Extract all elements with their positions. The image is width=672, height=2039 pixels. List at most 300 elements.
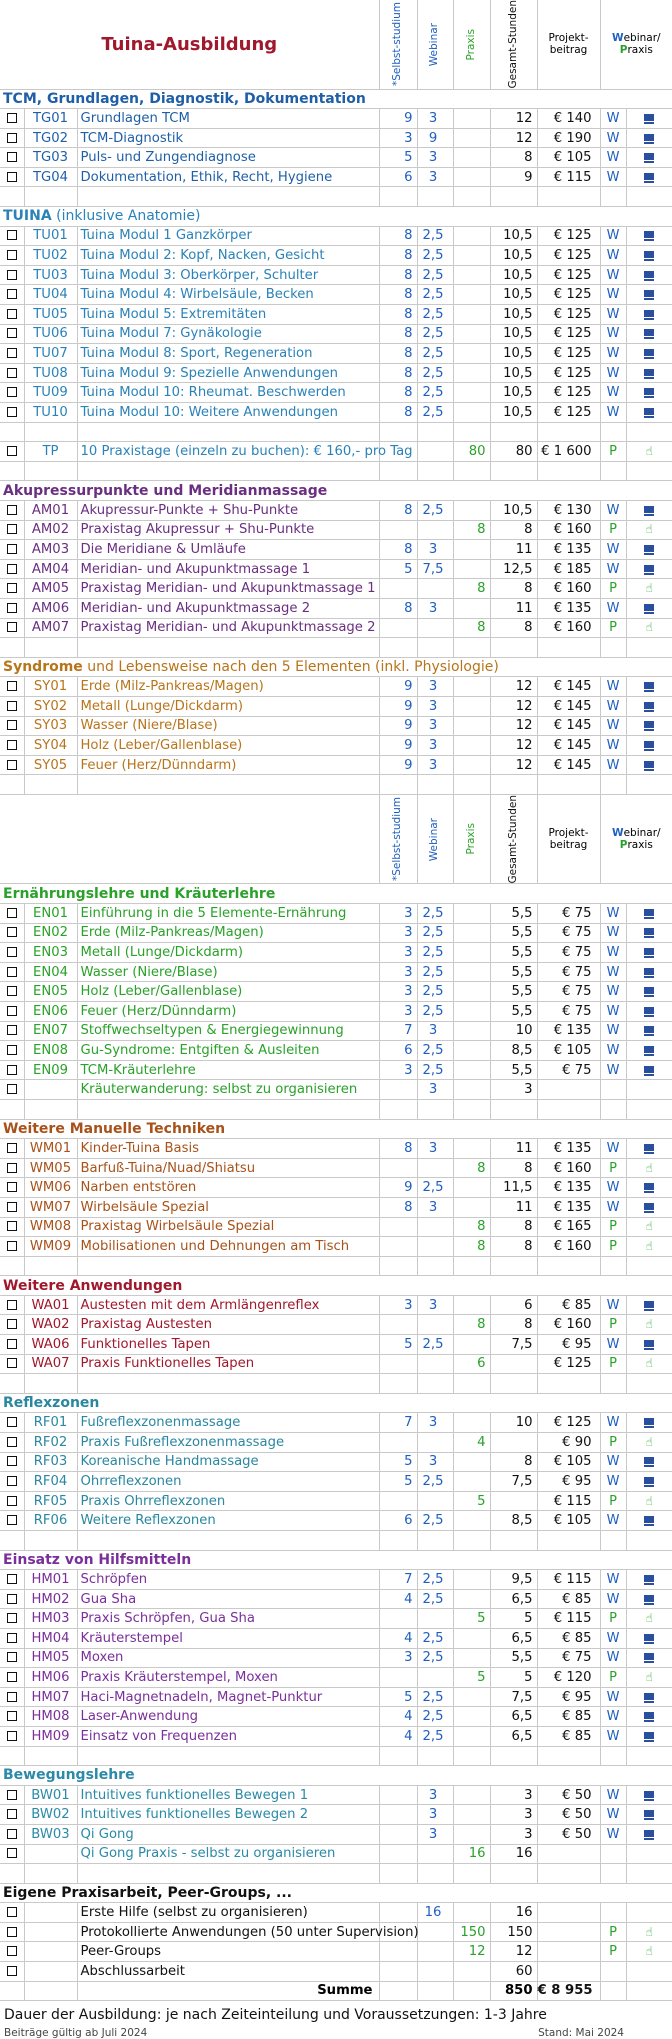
course-row (0, 1511, 672, 1531)
checkbox-icon[interactable] (7, 133, 17, 143)
price: € 75 (537, 962, 600, 982)
checkbox-icon[interactable] (7, 250, 17, 260)
course-checkbox[interactable] (0, 1628, 24, 1648)
course-row (0, 1962, 672, 1982)
checkbox-icon[interactable] (7, 1300, 17, 1310)
course-code: EN01 (24, 904, 77, 924)
course-checkbox[interactable] (0, 618, 24, 638)
format-code: W (600, 1041, 626, 1061)
course-title: Narben entstören (77, 1178, 379, 1198)
checkbox-icon[interactable] (7, 1456, 17, 1466)
checkbox-icon[interactable] (7, 1613, 17, 1623)
course-code: TU08 (24, 363, 77, 383)
hours-praxis (453, 1080, 490, 1100)
hours-webinar: 2,5 (417, 1511, 453, 1531)
format-icon-cell (626, 1041, 672, 1061)
course-checkbox[interactable] (0, 1922, 24, 1942)
course-checkbox[interactable] (0, 128, 24, 148)
section-title: Weitere Manuelle Techniken (3, 1120, 226, 1137)
monitor-icon (644, 928, 654, 936)
course-checkbox[interactable] (0, 598, 24, 618)
hours-praxis: 150 (453, 1922, 490, 1942)
hours-self-study: 4 (379, 1589, 417, 1609)
course-row (0, 1491, 672, 1511)
course-title: Austesten mit dem Armlängenreflex (77, 1295, 379, 1315)
checkbox-icon[interactable] (7, 1790, 17, 1800)
col-header-webinar: Webinar (417, 0, 453, 89)
course-row (0, 1315, 672, 1335)
course-checkbox[interactable] (0, 383, 24, 403)
checkbox-icon[interactable] (7, 927, 17, 937)
course-code: TU09 (24, 383, 77, 403)
price: € 125 (537, 265, 600, 285)
course-checkbox[interactable] (0, 500, 24, 520)
hours-webinar: 2,5 (417, 1628, 453, 1648)
monitor-icon (644, 948, 654, 956)
checkbox-icon[interactable] (7, 1358, 17, 1368)
checkbox-icon[interactable] (7, 270, 17, 280)
format-icon-cell (626, 1824, 672, 1844)
course-row (0, 1942, 672, 1962)
course-checkbox[interactable] (0, 1785, 24, 1805)
course-checkbox[interactable] (0, 1903, 24, 1923)
course-row (0, 1687, 672, 1707)
course-checkbox[interactable] (0, 442, 24, 462)
monitor-icon (644, 506, 654, 514)
price: € 95 (537, 1687, 600, 1707)
hours-praxis (453, 1570, 490, 1590)
course-checkbox[interactable] (0, 923, 24, 943)
hours-webinar: 3 (417, 1452, 453, 1472)
course-checkbox[interactable] (0, 1844, 24, 1864)
format-icon-cell (626, 1197, 672, 1217)
course-title: Tuina Modul 8: Sport, Regeneration (77, 344, 379, 364)
course-title: Wirbelsäule Spezial (77, 1197, 379, 1217)
hours-praxis: 80 (453, 442, 490, 462)
course-title: Tuina Modul 3: Oberkörper, Schulter (77, 265, 379, 285)
course-checkbox[interactable] (0, 1080, 24, 1100)
checkbox-icon[interactable] (7, 1241, 17, 1251)
format-icon-cell (626, 1589, 672, 1609)
course-code: HM09 (24, 1726, 77, 1746)
course-checkbox[interactable] (0, 324, 24, 344)
format-icon-cell (626, 982, 672, 1002)
checkbox-icon[interactable] (7, 1065, 17, 1075)
course-title: Intuitives funktionelles Bewegen 2 (77, 1805, 379, 1825)
course-title: Praxistag Akupressur + Shu-Punkte (77, 520, 379, 540)
format-code: P (600, 1217, 626, 1237)
checkbox-icon[interactable] (7, 1672, 17, 1682)
col-header-webinar-praxis: Webinar/ Praxis (600, 0, 672, 89)
checkbox-icon[interactable] (7, 720, 17, 730)
checkbox-icon[interactable] (7, 1809, 17, 1819)
monitor-icon (644, 604, 654, 612)
course-row (0, 579, 672, 599)
format-code: W (600, 1178, 626, 1198)
checkbox-icon[interactable] (7, 1966, 17, 1976)
course-checkbox[interactable] (0, 1433, 24, 1453)
course-checkbox[interactable] (0, 1687, 24, 1707)
checkbox-icon[interactable] (7, 1045, 17, 1055)
checkbox-icon[interactable] (7, 289, 17, 299)
hours-self-study: 3 (379, 904, 417, 924)
col-header-praxis: Praxis (453, 794, 490, 884)
course-row (0, 1197, 672, 1217)
course-checkbox[interactable] (0, 1295, 24, 1315)
format-icon-cell (626, 1060, 672, 1080)
course-checkbox[interactable] (0, 943, 24, 963)
hours-webinar (417, 1158, 453, 1178)
checkbox-icon[interactable] (7, 1417, 17, 1427)
course-checkbox[interactable] (0, 1589, 24, 1609)
course-row (0, 442, 672, 462)
course-checkbox[interactable] (0, 755, 24, 775)
monitor-icon (644, 702, 654, 710)
hours-total: 8 (490, 579, 537, 599)
course-title: Qi Gong (77, 1824, 379, 1844)
format-code: W (600, 363, 626, 383)
course-checkbox[interactable] (0, 1707, 24, 1727)
checkbox-icon[interactable] (7, 1633, 17, 1643)
course-checkbox[interactable] (0, 1021, 24, 1041)
hours-praxis (453, 1295, 490, 1315)
course-row (0, 923, 672, 943)
format-icon-cell (626, 1962, 672, 1982)
hours-praxis: 8 (453, 1237, 490, 1257)
checkbox-icon[interactable] (7, 387, 17, 397)
course-checkbox[interactable] (0, 1335, 24, 1355)
price: € 85 (537, 1707, 600, 1727)
hours-self-study (379, 1217, 417, 1237)
checkbox-icon[interactable] (7, 760, 17, 770)
format-icon-cell (626, 598, 672, 618)
hours-webinar: 2,5 (417, 923, 453, 943)
course-code: RF05 (24, 1491, 77, 1511)
course-checkbox[interactable] (0, 1570, 24, 1590)
course-checkbox[interactable] (0, 167, 24, 187)
price: € 85 (537, 1295, 600, 1315)
course-checkbox[interactable] (0, 1354, 24, 1374)
course-row (0, 1139, 672, 1159)
checkbox-icon[interactable] (7, 1143, 17, 1153)
course-title: Praxis Schröpfen, Gua Sha (77, 1609, 379, 1629)
checkbox-icon[interactable] (7, 1006, 17, 1016)
checkbox-icon[interactable] (7, 967, 17, 977)
hours-total: 5,5 (490, 943, 537, 963)
course-row (0, 344, 672, 364)
checkbox-icon[interactable] (7, 622, 17, 632)
course-checkbox[interactable] (0, 148, 24, 168)
course-title: Tuina Modul 9: Spezielle Anwendungen (77, 363, 379, 383)
checkbox-icon[interactable] (7, 1496, 17, 1506)
course-checkbox[interactable] (0, 1315, 24, 1335)
course-title: Protokollierte Anwendungen (50 unter Supervision) (77, 1922, 379, 1942)
course-code: TU03 (24, 265, 77, 285)
course-checkbox[interactable] (0, 1491, 24, 1511)
course-code: WA06 (24, 1335, 77, 1355)
hours-total: 10,5 (490, 403, 537, 423)
hours-webinar: 2,5 (417, 943, 453, 963)
hours-praxis (453, 226, 490, 246)
section-header (0, 207, 672, 227)
course-checkbox[interactable] (0, 403, 24, 423)
course-checkbox[interactable] (0, 520, 24, 540)
checkbox-icon[interactable] (7, 446, 17, 456)
course-checkbox[interactable] (0, 1609, 24, 1629)
hours-webinar: 2,5 (417, 1570, 453, 1590)
course-checkbox[interactable] (0, 363, 24, 383)
course-row (0, 736, 672, 756)
checkbox-icon[interactable] (7, 544, 17, 554)
course-checkbox[interactable] (0, 344, 24, 364)
course-checkbox[interactable] (0, 540, 24, 560)
course-checkbox[interactable] (0, 736, 24, 756)
course-checkbox[interactable] (0, 1197, 24, 1217)
checkbox-icon[interactable] (7, 1515, 17, 1525)
hours-webinar: 2,5 (417, 904, 453, 924)
course-checkbox[interactable] (0, 1237, 24, 1257)
hours-total: 11 (490, 540, 537, 560)
checkbox-icon[interactable] (7, 1182, 17, 1192)
spacer-row (0, 187, 672, 207)
checkbox-icon[interactable] (7, 1025, 17, 1035)
course-checkbox[interactable] (0, 1178, 24, 1198)
checkbox-icon[interactable] (7, 1202, 17, 1212)
checkbox-icon[interactable] (7, 1652, 17, 1662)
course-row (0, 1668, 672, 1688)
monitor-icon (644, 545, 654, 553)
course-title: Stoffwechseltypen & Energiegewinnung (77, 1021, 379, 1041)
checkbox-icon[interactable] (7, 348, 17, 358)
hours-self-study: 7 (379, 1413, 417, 1433)
hours-self-study: 9 (379, 716, 417, 736)
course-checkbox[interactable] (0, 1511, 24, 1531)
checkbox-icon[interactable] (7, 908, 17, 918)
course-checkbox[interactable] (0, 1942, 24, 1962)
hours-total: 7,5 (490, 1687, 537, 1707)
course-checkbox[interactable] (0, 1726, 24, 1746)
checkbox-icon[interactable] (7, 1848, 17, 1858)
format-icon-cell (626, 1648, 672, 1668)
checkbox-icon[interactable] (7, 309, 17, 319)
checkbox-icon[interactable] (7, 524, 17, 534)
format-code: W (600, 1687, 626, 1707)
course-code: AM06 (24, 598, 77, 618)
course-row (0, 1785, 672, 1805)
hours-self-study: 5 (379, 1687, 417, 1707)
format-code: W (600, 1001, 626, 1021)
checkbox-icon[interactable] (7, 1319, 17, 1329)
course-checkbox[interactable] (0, 696, 24, 716)
hours-praxis (453, 1335, 490, 1355)
checkbox-icon[interactable] (7, 328, 17, 338)
hours-webinar: 3 (417, 696, 453, 716)
monitor-icon (644, 173, 654, 181)
checkbox-icon[interactable] (7, 1339, 17, 1349)
monitor-icon (644, 1732, 654, 1740)
course-checkbox[interactable] (0, 1452, 24, 1472)
checkbox-icon[interactable] (7, 1731, 17, 1741)
course-checkbox[interactable] (0, 1413, 24, 1433)
course-title: Koreanische Handmassage (77, 1452, 379, 1472)
course-title: Praxis Ohrreflexzonen (77, 1491, 379, 1511)
course-checkbox[interactable] (0, 285, 24, 305)
course-checkbox[interactable] (0, 1962, 24, 1982)
checkbox-icon[interactable] (7, 1574, 17, 1584)
price: € 1 600 (537, 442, 600, 462)
course-checkbox[interactable] (0, 265, 24, 285)
checkbox-icon[interactable] (7, 1907, 17, 1917)
format-icon-cell (626, 1687, 672, 1707)
checkbox-icon[interactable] (7, 152, 17, 162)
checkbox-icon[interactable] (7, 701, 17, 711)
checkbox-icon[interactable] (7, 368, 17, 378)
checkbox-icon[interactable] (7, 172, 17, 182)
monitor-icon (644, 1595, 654, 1603)
checkbox-icon[interactable] (7, 564, 17, 574)
checkbox-icon[interactable] (7, 1692, 17, 1702)
checkbox-icon[interactable] (7, 740, 17, 750)
hours-self-study: 8 (379, 598, 417, 618)
course-row (0, 1178, 672, 1198)
checkbox-icon[interactable] (7, 407, 17, 417)
hours-self-study (379, 579, 417, 599)
course-checkbox[interactable] (0, 1139, 24, 1159)
checkbox-icon[interactable] (7, 681, 17, 691)
hours-praxis (453, 363, 490, 383)
checkbox-icon[interactable] (7, 986, 17, 996)
hours-praxis (453, 962, 490, 982)
course-title: Feuer (Herz/Dünndarm) (77, 1001, 379, 1021)
hours-self-study: 6 (379, 167, 417, 187)
checkbox-icon[interactable] (7, 1476, 17, 1486)
monitor-icon (644, 682, 654, 690)
course-checkbox[interactable] (0, 305, 24, 325)
monitor-icon (644, 1575, 654, 1583)
hand-icon: ☝ (645, 1924, 653, 1939)
course-checkbox[interactable] (0, 1001, 24, 1021)
course-checkbox[interactable] (0, 1472, 24, 1492)
hours-self-study (379, 1158, 417, 1178)
hours-praxis (453, 109, 490, 129)
course-title: Kräuterstempel (77, 1628, 379, 1648)
format-code: W (600, 696, 626, 716)
course-checkbox[interactable] (0, 677, 24, 697)
course-checkbox[interactable] (0, 246, 24, 266)
course-code: BW02 (24, 1805, 77, 1825)
format-code: W (600, 1570, 626, 1590)
hours-webinar (417, 1237, 453, 1257)
hours-self-study: 3 (379, 1295, 417, 1315)
col-header-gesamt: Gesamt-Stunden (490, 794, 537, 884)
hours-total: 10,5 (490, 246, 537, 266)
format-code: W (600, 128, 626, 148)
format-icon-cell (626, 1472, 672, 1492)
hours-total: 5,5 (490, 982, 537, 1002)
hours-total: 8 (490, 1237, 537, 1257)
course-checkbox[interactable] (0, 1824, 24, 1844)
course-title: Die Meridiane & Umläufe (77, 540, 379, 560)
course-checkbox[interactable] (0, 1217, 24, 1237)
course-checkbox[interactable] (0, 982, 24, 1002)
course-checkbox[interactable] (0, 716, 24, 736)
course-checkbox[interactable] (0, 109, 24, 129)
checkbox-icon[interactable] (7, 583, 17, 593)
course-checkbox[interactable] (0, 1060, 24, 1080)
course-checkbox[interactable] (0, 1668, 24, 1688)
checkbox-icon[interactable] (7, 230, 17, 240)
checkbox-icon[interactable] (7, 505, 17, 515)
course-checkbox[interactable] (0, 904, 24, 924)
hours-self-study: 8 (379, 265, 417, 285)
checkbox-icon[interactable] (7, 1084, 17, 1094)
checkbox-icon[interactable] (7, 1946, 17, 1956)
course-code: WA01 (24, 1295, 77, 1315)
hours-total: 12 (490, 1942, 537, 1962)
format-icon-cell (626, 1315, 672, 1335)
course-title: Holz (Leber/Gallenblase) (77, 982, 379, 1002)
course-code: TP (24, 442, 77, 462)
course-checkbox[interactable] (0, 1648, 24, 1668)
hours-webinar: 2,5 (417, 1041, 453, 1061)
checkbox-icon[interactable] (7, 1163, 17, 1173)
monitor-icon (644, 388, 654, 396)
monitor-icon (644, 1791, 654, 1799)
price: € 115 (537, 167, 600, 187)
format-icon-cell (626, 1844, 672, 1864)
hours-self-study: 4 (379, 1707, 417, 1727)
course-checkbox[interactable] (0, 559, 24, 579)
hours-praxis (453, 1785, 490, 1805)
format-code: W (600, 305, 626, 325)
price: € 75 (537, 923, 600, 943)
course-checkbox[interactable] (0, 1158, 24, 1178)
hours-webinar: 7,5 (417, 559, 453, 579)
price: € 125 (537, 305, 600, 325)
course-title: Tuina Modul 5: Extremitäten (77, 305, 379, 325)
hours-praxis (453, 1178, 490, 1198)
hours-total: 10,5 (490, 500, 537, 520)
format-code: W (600, 1452, 626, 1472)
checkbox-icon[interactable] (7, 1594, 17, 1604)
hours-total: 10,5 (490, 226, 537, 246)
price: € 105 (537, 1452, 600, 1472)
course-title: Laser-Anwendung (77, 1707, 379, 1727)
checkbox-icon[interactable] (7, 1221, 17, 1231)
format-code: W (600, 1295, 626, 1315)
checkbox-icon[interactable] (7, 947, 17, 957)
checkbox-icon[interactable] (7, 1829, 17, 1839)
course-checkbox[interactable] (0, 1041, 24, 1061)
spacer-row (0, 461, 672, 481)
checkbox-icon[interactable] (7, 113, 17, 123)
format-code: W (600, 1785, 626, 1805)
checkbox-icon[interactable] (7, 1711, 17, 1721)
course-title: Tuina Modul 10: Weitere Anwendungen (77, 403, 379, 423)
course-checkbox[interactable] (0, 962, 24, 982)
hours-praxis: 5 (453, 1491, 490, 1511)
checkbox-icon[interactable] (7, 603, 17, 613)
course-checkbox[interactable] (0, 226, 24, 246)
checkbox-icon[interactable] (7, 1437, 17, 1447)
col-header-selbststudium: *Selbst-studium (379, 0, 417, 89)
checkbox-icon[interactable] (7, 1927, 17, 1937)
hours-total: 150 (490, 1922, 537, 1942)
course-checkbox[interactable] (0, 1805, 24, 1825)
hours-total: 6,5 (490, 1589, 537, 1609)
monitor-icon (644, 1653, 654, 1661)
course-checkbox[interactable] (0, 579, 24, 599)
